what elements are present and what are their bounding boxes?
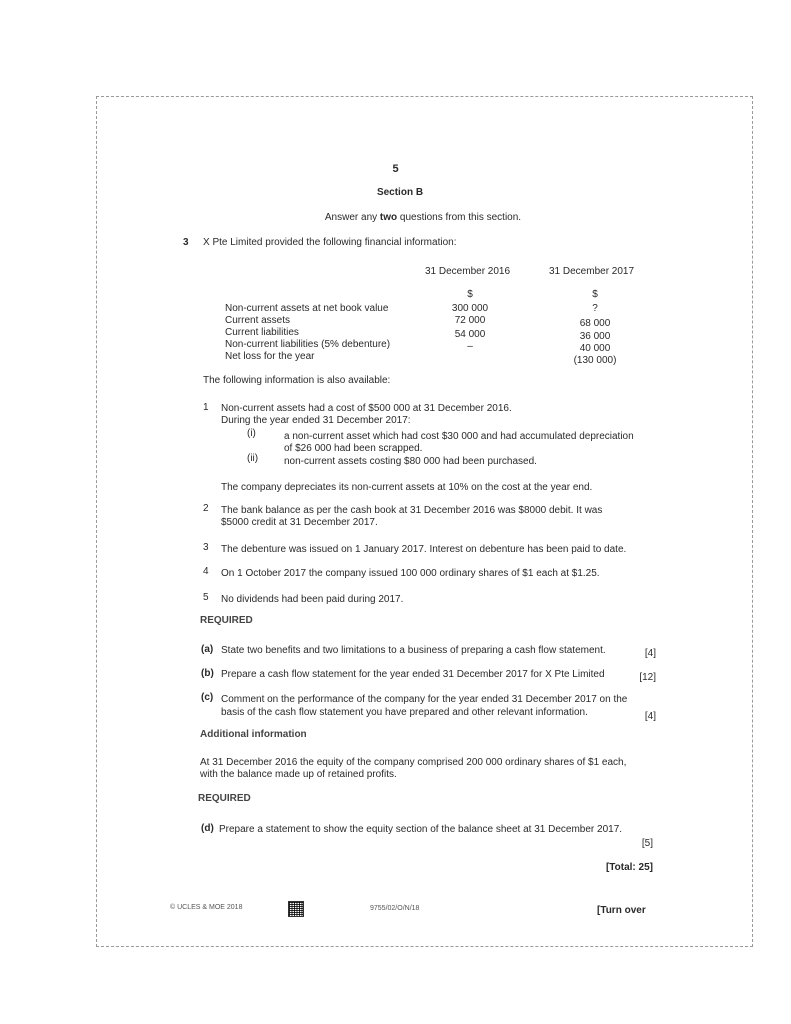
- info-text: During the year ended 31 December 2017:: [221, 415, 411, 426]
- table-cell-2017: 68 000: [579, 318, 611, 329]
- part-d-mark: [5]: [641, 838, 653, 849]
- table-row-label: Non-current liabilities (5% debenture): [225, 339, 391, 350]
- table-cell-2017: ?: [592, 303, 598, 314]
- part-b-mark: [12]: [639, 672, 656, 683]
- table-row-label: Net loss for the year: [225, 351, 315, 362]
- paper-code: 9755/02/O/N/18: [370, 905, 420, 912]
- sub-item-text: of $26 000 had been scrapped.: [284, 443, 423, 454]
- currency-2017: $: [592, 289, 598, 300]
- sub-item-number: (ii): [247, 453, 259, 464]
- part-c-text: basis of the cash flow statement you have prepared and other relevant information.: [221, 707, 588, 718]
- part-label-d: (d): [201, 823, 214, 834]
- part-c-mark: [4]: [644, 711, 656, 722]
- info-text: No dividends had been paid during 2017.: [221, 594, 404, 605]
- info-number: 1: [203, 402, 209, 413]
- required-heading: REQUIRED: [198, 793, 251, 804]
- part-label-c: (c): [201, 692, 214, 703]
- info-text: The debenture was issued on 1 January 2017. Interest on debenture has been paid to date.: [221, 544, 627, 555]
- table-row-label: Current liabilities: [225, 327, 299, 338]
- table-row-label: Current assets: [225, 315, 291, 326]
- table-row-label: Non-current assets at net book value: [225, 303, 389, 314]
- info-note: The company depreciates its non-current assets at 10% on the cost at the year end.: [221, 482, 593, 493]
- part-d-text: Prepare a statement to show the equity section of the balance sheet at 31 December 2017.: [219, 824, 623, 835]
- table-cell-2017: (130 000): [573, 355, 617, 366]
- currency-2016: $: [467, 289, 473, 300]
- info-number: 4: [203, 566, 209, 577]
- info-text: The bank balance as per the cash book at 31 December 2016 was $8000 debit. It was: [221, 505, 603, 516]
- page-border: [96, 96, 753, 947]
- table-cell-2016: 300 000: [451, 303, 489, 314]
- sub-item-text: non-current assets costing $80 000 had been purchased.: [284, 456, 537, 467]
- part-a-text: State two benefits and two limitations to a business of preparing a cash flow statement.: [221, 645, 606, 656]
- part-a-mark: [4]: [644, 648, 656, 659]
- part-label-a: (a): [201, 644, 214, 655]
- additional-info-text: with the balance made up of retained profits.: [200, 769, 397, 780]
- info-number: 2: [203, 503, 209, 514]
- column-header-2016: 31 December 2016: [425, 266, 511, 277]
- additional-info-heading: Additional information: [200, 729, 307, 740]
- table-cell-2016: –: [467, 341, 473, 352]
- section-title: Section B: [376, 187, 424, 198]
- part-label-b: (b): [201, 668, 214, 679]
- info-number: 3: [203, 542, 209, 553]
- part-c-text: Comment on the performance of the company for the year ended 31 December 2017 on the: [221, 694, 628, 705]
- turn-over: [Turn over: [597, 905, 646, 916]
- question-number: 3: [183, 237, 189, 248]
- question-intro: X Pte Limited provided the following financial information:: [203, 237, 457, 248]
- part-b-text: Prepare a cash flow statement for the year ended 31 December 2017 for X Pte Limited: [221, 669, 605, 680]
- table-cell-2016: 72 000: [454, 315, 486, 326]
- required-heading: REQUIRED: [200, 615, 253, 626]
- additional-info-text: At 31 December 2016 the equity of the company comprised 200 000 ordinary shares of $1 each,: [200, 757, 627, 768]
- copyright-footer: © UCLES & MOE 2018: [170, 904, 243, 911]
- table-cell-2017: 36 000: [579, 331, 611, 342]
- table-cell-2016: 54 000: [454, 329, 486, 340]
- section-instruction: Answer any two questions from this section.: [324, 212, 522, 223]
- qr-code-icon: [288, 901, 304, 917]
- total-marks: [Total: 25]: [605, 862, 653, 873]
- sub-item-number: (i): [247, 428, 256, 439]
- table-cell-2017: 40 000: [579, 343, 611, 354]
- info-number: 5: [203, 592, 209, 603]
- sub-item-text: a non-current asset which had cost $30 000 and had accumulated depreciation: [284, 431, 634, 442]
- page-number: 5: [392, 163, 399, 175]
- info-text: $5000 credit at 31 December 2017.: [221, 517, 378, 528]
- column-header-2017: 31 December 2017: [549, 266, 635, 277]
- info-text: On 1 October 2017 the company issued 100 000 ordinary shares of $1 each at $1.25.: [221, 568, 600, 579]
- info-text: Non-current assets had a cost of $500 000 at 31 December 2016.: [221, 403, 512, 414]
- also-available-text: The following information is also available:: [203, 375, 391, 386]
